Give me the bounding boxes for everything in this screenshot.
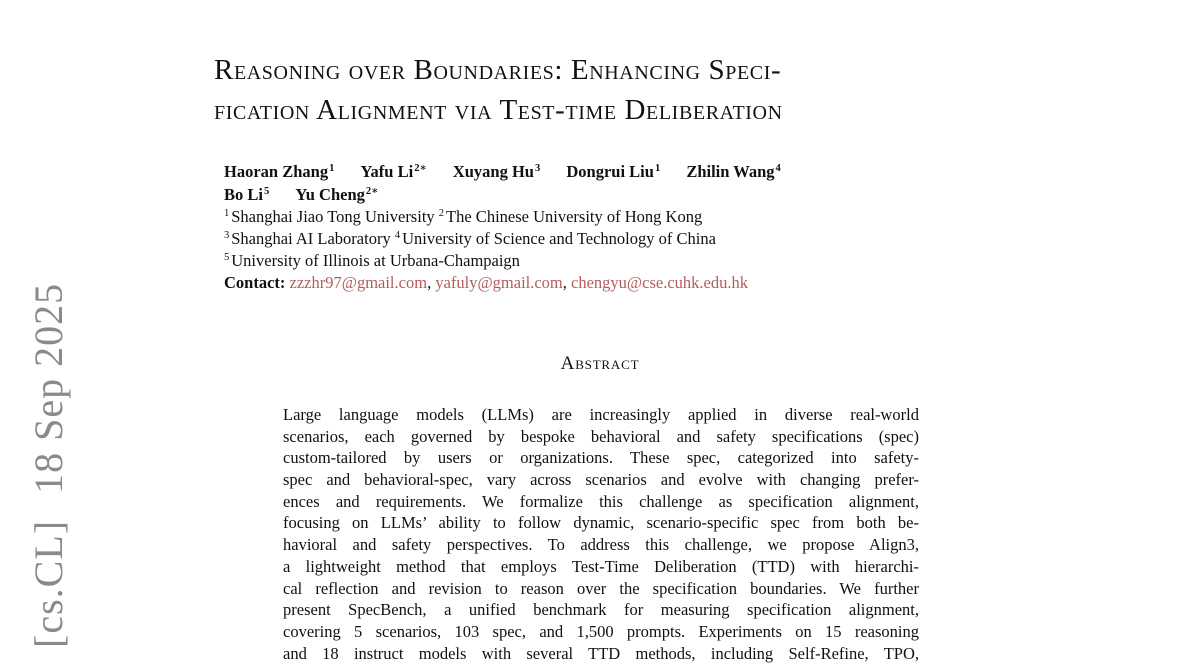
author-name: Bo Li — [224, 185, 263, 204]
title-line-1: Reasoning over Boundaries: Enhancing Speci- — [214, 54, 782, 86]
author — [360, 160, 426, 183]
affiliation-mark: 4 — [394, 230, 401, 241]
email-link[interactable]: zzzhr97@gmail.com — [289, 273, 428, 292]
title-line-2: fication Alignment via Test-time Deliberation — [214, 94, 783, 126]
affiliation: The Chinese University of Hong Kong — [446, 207, 703, 226]
author — [686, 160, 780, 183]
author-name: Yu Cheng — [295, 185, 365, 204]
affiliation-line-3 — [224, 250, 924, 272]
author — [224, 183, 269, 206]
abstract-heading: Abstract — [560, 353, 640, 374]
author-name: Haoran Zhang — [224, 162, 329, 181]
abstract-line: spec and behavioral-spec, vary across scenarios and evolve with changing prefer- — [283, 470, 919, 490]
author-mark: 5 — [263, 186, 270, 197]
author-mark: 2∗ — [365, 186, 379, 197]
author-name: Yafu Li — [360, 162, 414, 181]
affiliation-mark: 1 — [224, 208, 230, 219]
email-link[interactable]: yafuly@gmail.com — [435, 273, 563, 292]
affiliation-mark: 2 — [438, 208, 445, 219]
arxiv-category: [cs.CL] — [26, 519, 71, 648]
author-mark: 1 — [329, 163, 335, 174]
author-name: Dongrui Liu — [566, 162, 654, 181]
affiliation: Shanghai Jiao Tong University — [231, 207, 435, 226]
abstract-line: focusing on LLMs’ ability to follow dynamic, scenario-specific spec from both be- — [283, 513, 919, 533]
arxiv-date: 18 Sep 2025 — [26, 282, 71, 494]
author-line-1 — [224, 160, 924, 183]
author-mark: 4 — [775, 163, 781, 174]
author — [295, 183, 378, 206]
abstract-line: cal reflection and revision to reason over the specification boundaries. We further — [283, 578, 919, 598]
author-line-2 — [224, 183, 924, 206]
author-name: Xuyang Hu — [452, 162, 534, 181]
abstract-body — [283, 404, 919, 664]
affiliation: Shanghai AI Laboratory — [231, 229, 391, 248]
contact-line: Contact: zzzhr97@gmail.com, yafuly@gmail.com, chengyu@cse.cuhk.edu.hk — [224, 273, 748, 292]
abstract-line: havioral and safety perspectives. To address this challenge, we propose Align3, — [283, 535, 919, 555]
affiliation-line-2 — [224, 228, 924, 250]
affiliation-line-1 — [224, 206, 924, 228]
abstract-line: present SpecBench, a unified benchmark for measuring specification alignment, — [283, 600, 919, 620]
abstract-line: scenarios, each governed by bespoke behavioral and safety specifications (spec) — [283, 426, 919, 446]
abstract-line: covering 5 scenarios, 103 spec, and 1,500 prompts. Experiments on 15 reasoning — [283, 621, 919, 641]
abstract-line: ences and requirements. We formalize this challenge as specification alignment, — [283, 491, 919, 511]
abstract-line: Large language models (LLMs) are increasingly applied in diverse real-world — [283, 405, 919, 424]
author-mark: 2∗ — [414, 163, 427, 174]
author — [224, 160, 334, 183]
author-name: Zhilin Wang — [686, 162, 775, 181]
author-mark: 1 — [654, 163, 661, 174]
paper-title — [214, 50, 1034, 130]
author — [453, 160, 540, 183]
affiliation: University of Science and Technology of China — [402, 229, 716, 248]
affiliation-mark: 3 — [224, 230, 230, 241]
author — [566, 160, 660, 183]
contact-label: Contact: — [224, 273, 286, 292]
abstract-line: custom-tailored by users or organizations. These spec, categorized into safety- — [283, 448, 919, 468]
abstract-line: a lightweight method that employs Test-Time Deliberation (TTD) with hierarchi- — [283, 556, 919, 576]
author-block — [224, 160, 924, 294]
email-link[interactable]: chengyu@cse.cuhk.edu.hk — [571, 273, 748, 292]
abstract-line: and 18 instruct models with several TTD methods, including Self-Refine, TPO, — [283, 643, 919, 663]
author-mark: 3 — [534, 163, 541, 174]
arxiv-side-stamp — [26, 283, 72, 648]
affiliation: University of Illinois at Urbana-Champaign — [231, 251, 520, 270]
affiliation-mark: 5 — [224, 252, 230, 263]
